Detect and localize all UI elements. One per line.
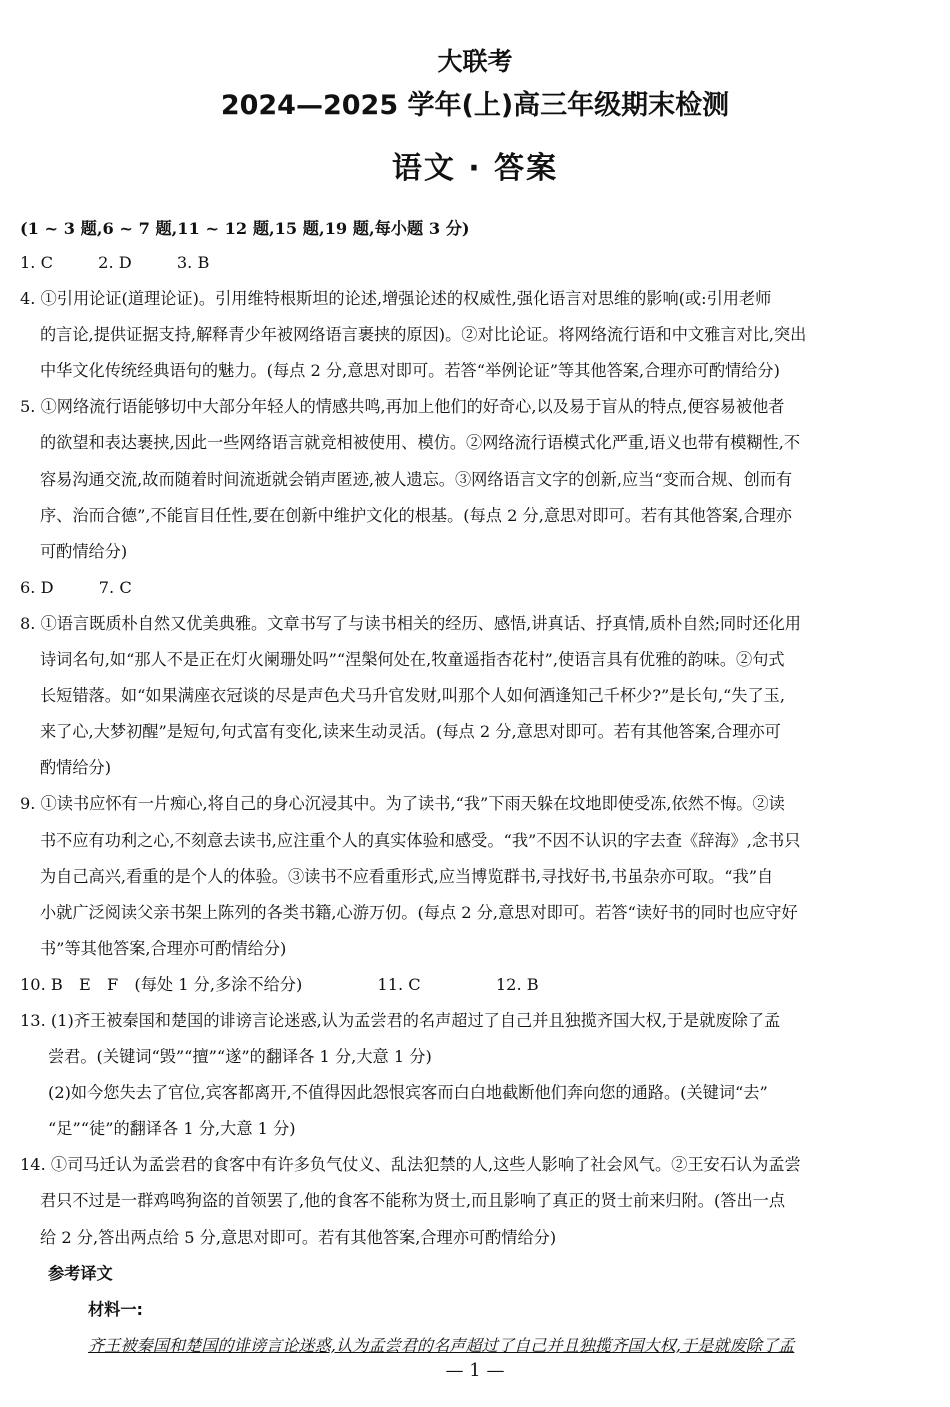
answer-1: 1. C	[20, 253, 53, 272]
answer-4-line: 的言论,提供证据支持,解释青少年被网络语言裹挟的原因)。②对比论证。将网络流行语和中文雅言对比,突出	[40, 325, 807, 345]
answer-5	[20, 389, 932, 569]
answer-9-line: 书”等其他答案,合理亦可酌情给分)	[40, 938, 287, 958]
answer-8	[20, 606, 932, 786]
answer-9	[20, 786, 932, 966]
answer-4-line: 4. ①引用论证(道理论证)。引用维特根斯坦的论述,增强论述的权威性,强化语言对思维的影响(或:引用老师	[20, 289, 772, 309]
answer-14-line: 14. ①司马迁认为孟尝君的食客中有许多负气仗义、乱法犯禁的人,这些人影响了社会风气。②王安石认为孟尝	[20, 1155, 801, 1175]
answer-5-line: 容易沟通交流,故而随着时间流逝就会销声匿迹,被人遗忘。③网络语言文字的创新,应当“变而合规、创而有	[40, 469, 793, 489]
answer-7: 7. C	[98, 577, 132, 597]
answer-13	[20, 1003, 932, 1147]
reference-translation-heading: 参考译文	[48, 1263, 113, 1283]
answer-10: 10. B E F (每处 1 分,多涂不给分)	[20, 974, 303, 994]
header-exam-title: 2024—2025 学年(上)高三年级期末检测	[220, 90, 730, 121]
answer-9-line: 小就广泛阅读父亲书架上陈列的各类书籍,心游万仞。(每点 2 分,意思对即可。若答“读好书的同时也应守好	[40, 902, 798, 922]
answer-5-line: 的欲望和表达裹挟,因此一些网络语言就竞相被使用、模仿。②网络流行语模式化严重,语义也带有模糊性,不	[40, 433, 801, 453]
answer-13-line: 尝君。(关键词“毁”“擅”“遂”的翻译各 1 分,大意 1 分)	[48, 1047, 432, 1067]
answer-8-line: 诗词名句,如“那人不是正在灯火阑珊处吗”“涅槃何处在,牧童遥指杏花村”,使语言具有优雅的韵味。②句式	[40, 650, 785, 670]
answer-9-line: 9. ①读书应怀有一片痴心,将自己的身心沉浸其中。为了读书,“我”下雨天躲在坟地即使受冻,依然不悔。②读	[20, 794, 785, 814]
answer-9-line: 为自己高兴,看重的是个人的体验。③读书不应看重形式,应当博览群书,寻找好书,书虽杂亦可取。“我”自	[40, 866, 774, 886]
answers-10-12	[20, 967, 932, 1003]
answer-14-line: 给 2 分,答出两点给 5 分,意思对即可。若有其他答案,合理亦可酌情给分)	[40, 1227, 557, 1247]
answer-4-line: 中华文化传统经典语句的魅力。(每点 2 分,意思对即可。若答“举例论证”等其他答案,合理亦可酌情给分)	[40, 361, 780, 381]
header-subject: 语文 · 答案	[391, 151, 559, 186]
answer-11: 11. C	[377, 974, 421, 994]
answer-8-line: 长短错落。如“如果满座衣冠谈的尽是声色犬马升官发财,叫那个人如何酒逢知己千杯少?”是长句,“失了玉,	[40, 686, 786, 706]
answer-2: 2. D	[98, 253, 132, 272]
answers-6-7	[20, 570, 932, 606]
answer-5-line: 5. ①网络流行语能够切中大部分年轻人的情感共鸣,再加上他们的好奇心,以及易于盲从的特点,便容易被他者	[20, 397, 785, 417]
answer-content	[20, 213, 932, 1364]
answer-8-line: 8. ①语言既质朴自然又优美典雅。文章书写了与读书相关的经历、感悟,讲真话、抒真情,质朴自然;同时还化用	[20, 613, 801, 633]
answer-3: 3. B	[176, 253, 210, 272]
answer-14-line: 君只不过是一群鸡鸣狗盗的首领罢了,他的食客不能称为贤士,而且影响了真正的贤士前来归附。(答出一点	[40, 1191, 786, 1211]
material-one-heading: 材料一:	[88, 1299, 144, 1319]
answers-1-3	[20, 245, 932, 281]
answer-4	[20, 281, 932, 389]
answer-12: 12. B	[495, 974, 539, 994]
scoring-note: (1 ~ 3 题,6 ~ 7 题,11 ~ 12 题,15 题,19 题,每小题 3 分)	[20, 219, 470, 238]
answer-6: 6. D	[20, 577, 54, 597]
answer-13-line: 13. (1)齐王被秦国和楚国的诽谤言论迷惑,认为孟尝君的名声超过了自己并且独揽齐国大权,于是就废除了孟	[20, 1010, 781, 1030]
answer-8-line: 酌情给分)	[40, 758, 112, 778]
answer-9-line: 书不应有功利之心,不刻意去读书,应注重个人的真实体验和感受。“我”不因不认识的字去查《辞海》,念书只	[40, 830, 801, 850]
answer-5-line: 可酌情给分)	[40, 541, 128, 561]
answer-13-line: “足”“徒”的翻译各 1 分,大意 1 分)	[48, 1119, 296, 1139]
answer-14	[20, 1147, 932, 1255]
material-one-text: 齐王被秦国和楚国的诽谤言论迷惑,认为孟尝君的名声超过了自己并且独揽齐国大权,于是就废除了孟	[88, 1335, 795, 1355]
answer-5-line: 序、治而合德”,不能盲目任性,要在创新中维护文化的根基。(每点 2 分,意思对即可。若有其他答案,合理亦	[40, 505, 792, 525]
answer-8-line: 来了心,大梦初醒”是短句,句式富有变化,读来生动灵活。(每点 2 分,意思对即可。若有其他答案,合理亦可	[40, 722, 781, 742]
header-org: 大联考	[437, 47, 513, 76]
answer-13-line: (2)如今您失去了官位,宾客都离开,不值得因此怨恨宾客而白白地截断他们奔向您的通路。(关键词“去”	[48, 1083, 768, 1103]
page-number: — 1 —	[445, 1360, 505, 1381]
